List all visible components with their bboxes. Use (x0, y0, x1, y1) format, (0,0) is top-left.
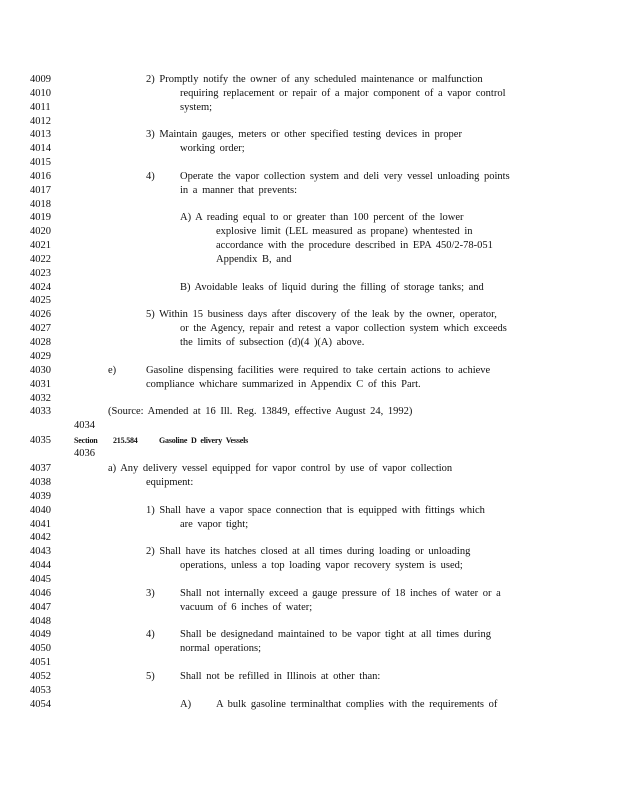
line-text: in a manner that prevents: (180, 185, 298, 196)
line-4047 (0, 601, 618, 615)
clause-a-text: a) Any delivery vessel equipped for vapor control by use of vapor collection (108, 463, 453, 474)
line-number: 4017 (30, 185, 51, 196)
line-4038 (0, 476, 618, 490)
line-number: 4054 (30, 699, 51, 710)
line-4027 (0, 322, 618, 336)
line-text: the limits of subsection (d)(4 )(A) above. (180, 337, 365, 348)
line-4050 (0, 642, 618, 656)
line-number: 4040 (30, 505, 51, 516)
line-text: are vapor tight; (180, 519, 249, 530)
clause-3b-marker: 3) (146, 588, 155, 599)
line-number: 4029 (30, 351, 51, 362)
line-4044 (0, 559, 618, 573)
line-text: Shall be designedand maintained to be vapor tight at all times during (180, 629, 491, 640)
line-number: 4031 (30, 379, 51, 390)
line-4035 (0, 434, 618, 448)
line-number: 4024 (30, 282, 51, 293)
clause-4b-marker: 4) (146, 629, 155, 640)
line-4031 (0, 378, 618, 392)
section-title: Gasoline D elivery Vessels (159, 436, 249, 445)
line-4042 (0, 531, 618, 545)
line-4021 (0, 239, 618, 253)
line-4041 (0, 518, 618, 532)
line-4014 (0, 142, 618, 156)
line-number: 4041 (30, 519, 51, 530)
line-4028 (0, 336, 618, 350)
line-4052 (0, 670, 618, 684)
line-4029 (0, 350, 618, 364)
line-number: 4021 (30, 240, 51, 251)
line-4009 (0, 73, 618, 87)
line-4026 (0, 308, 618, 322)
subclause-a-marker: A) (180, 699, 192, 710)
line-number: 4047 (30, 602, 51, 613)
line-number: 4018 (30, 199, 51, 210)
subclause-a-text: A) A reading equal to or greater than 100 percent of the lower (180, 212, 464, 223)
line-number: 4034 (74, 420, 95, 431)
line-4040 (0, 504, 618, 518)
line-4036 (0, 447, 618, 461)
line-4019 (0, 211, 618, 225)
line-text: Gasoline dispensing facilities were required to take certain actions to achieve (146, 365, 491, 376)
line-number: 4037 (30, 463, 51, 474)
line-number: 4030 (30, 365, 51, 376)
line-4039 (0, 490, 618, 504)
line-4054 (0, 698, 618, 712)
line-number: 4026 (30, 309, 51, 320)
line-number: 4044 (30, 560, 51, 571)
line-4045 (0, 573, 618, 587)
line-4025 (0, 294, 618, 308)
line-number: 4033 (30, 406, 51, 417)
line-text: requiring replacement or repair of a major component of a vapor control (180, 88, 506, 99)
line-4010 (0, 87, 618, 101)
line-number: 4009 (30, 74, 51, 85)
line-number: 4051 (30, 657, 51, 668)
line-text: Shall not internally exceed a gauge pressure of 18 inches of water or a (180, 588, 501, 599)
line-4013 (0, 128, 618, 142)
line-number: 4015 (30, 157, 51, 168)
line-number: 4049 (30, 629, 51, 640)
line-text: Appendix B, and (216, 254, 292, 265)
line-number: 4012 (30, 116, 51, 127)
clause-2b-text: 2) Shall have its hatches closed at all times during loading or unloading (146, 546, 471, 557)
line-text: working order; (180, 143, 245, 154)
line-4033 (0, 405, 618, 419)
line-text: system; (180, 102, 213, 113)
clause-5-text: 5) Within 15 business days after discovery of the leak by the owner, operator, (146, 309, 497, 320)
line-4020 (0, 225, 618, 239)
line-number: 4019 (30, 212, 51, 223)
line-4024 (0, 281, 618, 295)
line-number: 4036 (74, 448, 95, 459)
section-label: Section (74, 436, 98, 445)
line-4022 (0, 253, 618, 267)
line-4030 (0, 364, 618, 378)
line-text: Operate the vapor collection system and deli very vessel unloading points (180, 171, 510, 182)
line-text: or the Agency, repair and retest a vapor collection system which exceeds (180, 323, 507, 334)
line-4016 (0, 170, 618, 184)
clause-1-text: 1) Shall have a vapor space connection that is equipped with fittings which (146, 505, 485, 516)
line-4023 (0, 267, 618, 281)
line-text: compliance whichare summarized in Appendix C of this Part. (146, 379, 421, 390)
line-number: 4048 (30, 616, 51, 627)
section-number: 215.584 (113, 436, 138, 445)
line-number: 4052 (30, 671, 51, 682)
line-number: 4013 (30, 129, 51, 140)
line-number: 4016 (30, 171, 51, 182)
line-4048 (0, 615, 618, 629)
line-4032 (0, 392, 618, 406)
line-number: 4027 (30, 323, 51, 334)
subclause-b-text: B) Avoidable leaks of liquid during the filling of storage tanks; and (180, 282, 484, 293)
source-note: (Source: Amended at 16 Ill. Reg. 13849, effective August 24, 1992) (108, 406, 413, 417)
line-4018 (0, 198, 618, 212)
line-number: 4032 (30, 393, 51, 404)
line-4053 (0, 684, 618, 698)
clause-e-marker: e) (108, 365, 117, 376)
line-number: 4014 (30, 143, 51, 154)
line-text: A bulk gasoline terminalthat complies with the requirements of (216, 699, 498, 710)
line-number: 4010 (30, 88, 51, 99)
line-number: 4020 (30, 226, 51, 237)
line-text: normal operations; (180, 643, 262, 654)
line-number: 4038 (30, 477, 51, 488)
clause-2-text: 2) Promptly notify the owner of any scheduled maintenance or malfunction (146, 74, 483, 85)
line-text: accordance with the procedure described in EPA 450/2-78-051 (216, 240, 493, 251)
line-text: operations, unless a top loading vapor recovery system is used; (180, 560, 463, 571)
line-4046 (0, 587, 618, 601)
line-number: 4045 (30, 574, 51, 585)
line-text: explosive limit (LEL measured as propane) whentested in (216, 226, 473, 237)
line-number: 4025 (30, 295, 51, 306)
line-number: 4046 (30, 588, 51, 599)
line-number: 4011 (30, 102, 51, 113)
line-text: vacuum of 6 inches of water; (180, 602, 313, 613)
clause-3-text: 3) Maintain gauges, meters or other specified testing devices in proper (146, 129, 462, 140)
line-text: equipment: (146, 477, 194, 488)
line-number: 4022 (30, 254, 51, 265)
line-4017 (0, 184, 618, 198)
line-text: Shall not be refilled in Illinois at other than: (180, 671, 381, 682)
line-4051 (0, 656, 618, 670)
line-number: 4023 (30, 268, 51, 279)
line-4011 (0, 101, 618, 115)
line-number: 4035 (30, 435, 51, 446)
clause-4-marker: 4) (146, 171, 155, 182)
line-number: 4042 (30, 532, 51, 543)
line-4043 (0, 545, 618, 559)
line-4015 (0, 156, 618, 170)
line-number: 4039 (30, 491, 51, 502)
line-number: 4043 (30, 546, 51, 557)
line-number: 4028 (30, 337, 51, 348)
line-number: 4050 (30, 643, 51, 654)
line-number: 4053 (30, 685, 51, 696)
clause-5b-marker: 5) (146, 671, 155, 682)
line-4049 (0, 628, 618, 642)
line-4012 (0, 115, 618, 129)
line-4037 (0, 462, 618, 476)
line-4034 (0, 419, 618, 433)
